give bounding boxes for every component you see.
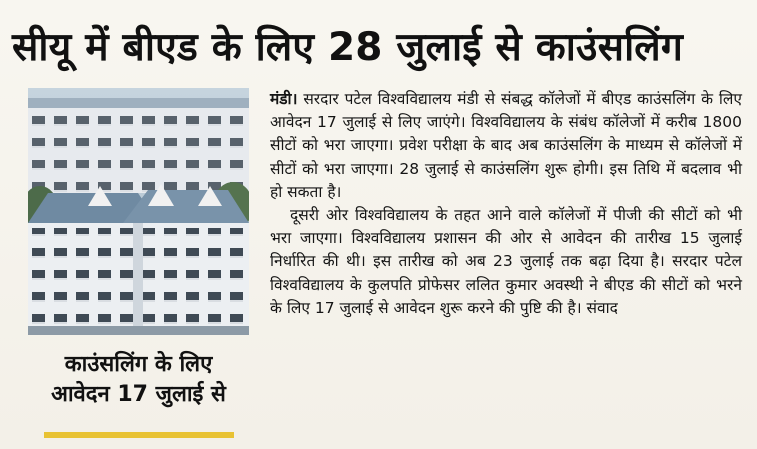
caption-underline — [44, 432, 234, 438]
paragraph-1 — [270, 88, 742, 204]
article-body — [270, 88, 742, 320]
building-illustration — [28, 88, 249, 335]
photo-caption — [28, 350, 249, 410]
paragraph-1-text: सरदार पटेल विश्वविद्यालय मंडी से संबद्ध कॉलेजों में बीएड काउंसलिंग के लिए आवेदन 17 जुलाई से लिए जाएंगे। विश्वविद्यालय के संबंध कॉलेजों में करीब 1800 सीटों को भरा जाएगा। प्रवेश परीक्षा के बाद अब काउंसलिंग के माध्यम से कॉलेजों में सीटों को भरा जाएगा। 28 जुलाई से काउंसलिंग शुरू होगी। इस तिथि में बदलाव भी हो सकता है। — [270, 90, 742, 201]
headline: सीयू में बीएड के लिए 28 जुलाई से काउंसलिंग — [12, 25, 684, 70]
byline: संवाद — [586, 298, 618, 317]
caption-line-2: आवेदन 17 जुलाई से — [51, 382, 226, 407]
paragraph-2 — [270, 204, 742, 320]
dateline: मंडी। — [270, 90, 298, 108]
paragraph-2-text: दूसरी ओर विश्वविद्यालय के तहत आने वाले कॉलेजों में पीजी की सीटों को भी भरा जाएगा। विश्वविद्यालय प्रशासन की ओर से आवेदन की तारीख 15 जुलाई निर्धारित की थी। इस तारीख को अब 23 जुलाई तक बढ़ा दिया है। सरदार पटेल विश्वविद्यालय के कुलपति प्रोफेसर ललित कुमार अवस्थी ने बीएड की सीटों को भरने के लिए 17 जुलाई से आवेदन शुरू करने की पुष्टि की है। — [270, 206, 742, 317]
caption-line-1: काउंसलिंग के लिए — [64, 352, 213, 377]
news-photo-university-building — [28, 88, 249, 335]
